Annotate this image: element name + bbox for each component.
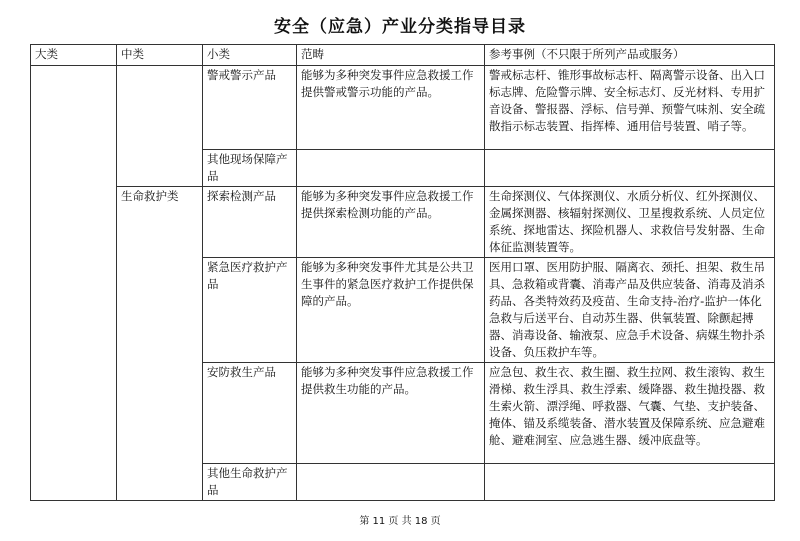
minor-category-cell: 紧急医疗救护产品 — [203, 258, 297, 363]
minor-category-cell: 安防救生产品 — [203, 363, 297, 464]
column-header-minor: 小类 — [203, 45, 297, 66]
scope-cell — [297, 464, 485, 501]
column-header-scope: 范畴 — [297, 45, 485, 66]
minor-category-cell: 其他现场保障产品 — [203, 150, 297, 187]
catalog-table — [30, 44, 775, 501]
column-header-major: 大类 — [31, 45, 117, 66]
examples-cell — [485, 150, 775, 187]
table-row — [31, 66, 775, 150]
medium-category-cell — [117, 66, 203, 187]
column-header-examples: 参考事例（不只限于所列产品或服务） — [485, 45, 775, 66]
major-category-cell — [31, 66, 117, 501]
scope-cell: 能够为多种突发事件应急救援工作提供警戒警示功能的产品。 — [297, 66, 485, 150]
scope-cell — [297, 150, 485, 187]
table-row — [31, 187, 775, 258]
examples-cell: 医用口罩、医用防护服、隔离衣、颈托、担架、救生吊具、急救箱或背囊、消毒产品及供应装备、消毒及消杀药品、各类特效药及疫苗、生命支持-治疗-监护一体化急救与后送平台、自动苏生器、供氧装置、除颤起搏器、消毒设备、输液泵、应急手术设备、病媒生物扑杀设备、负压救护车等。 — [485, 258, 775, 363]
table-header-row — [31, 45, 775, 66]
scope-cell: 能够为多种突发事件尤其是公共卫生事件的紧急医疗救护工作提供保障的产品。 — [297, 258, 485, 363]
scope-cell: 能够为多种突发事件应急救援工作提供探索检测功能的产品。 — [297, 187, 485, 258]
document-title: 安全（应急）产业分类指导目录 — [274, 17, 526, 37]
examples-cell: 应急包、救生衣、救生圈、救生拉网、救生滚钩、救生滑梯、救生浮具、救生浮索、缓降器、救生抛投器、救生索火箭、漂浮绳、呼救器、气囊、气垫、支护装备、掩体、锚及系缆装备、潜水装置及保障系统、应急避难舱、避难洞室、应急逃生器、缓冲底盘等。 — [485, 363, 775, 464]
examples-cell: 生命探测仪、气体探测仪、水质分析仪、红外探测仪、金属探测器、核辐射探测仪、卫星搜救系统、人员定位系统、探地雷达、探险机器人、求救信号发射器、生命体征监测装置等。 — [485, 187, 775, 258]
minor-category-cell: 警戒警示产品 — [203, 66, 297, 150]
minor-category-cell: 探索检测产品 — [203, 187, 297, 258]
page-number: 第 11 页 共 18 页 — [359, 516, 441, 527]
examples-cell — [485, 464, 775, 501]
column-header-medium: 中类 — [117, 45, 203, 66]
medium-category-cell: 生命救护类 — [117, 187, 203, 501]
minor-category-cell: 其他生命救护产品 — [203, 464, 297, 501]
scope-cell: 能够为多种突发事件应急救援工作提供救生功能的产品。 — [297, 363, 485, 464]
examples-cell: 警戒标志杆、锥形事故标志杆、隔离警示设备、出入口标志牌、危险警示牌、安全标志灯、反光材料、专用扩音设备、警报器、浮标、信号弹、预警气味剂、安全疏散指示标志装置、指挥棒、通用信号装置、哨子等。 — [485, 66, 775, 150]
